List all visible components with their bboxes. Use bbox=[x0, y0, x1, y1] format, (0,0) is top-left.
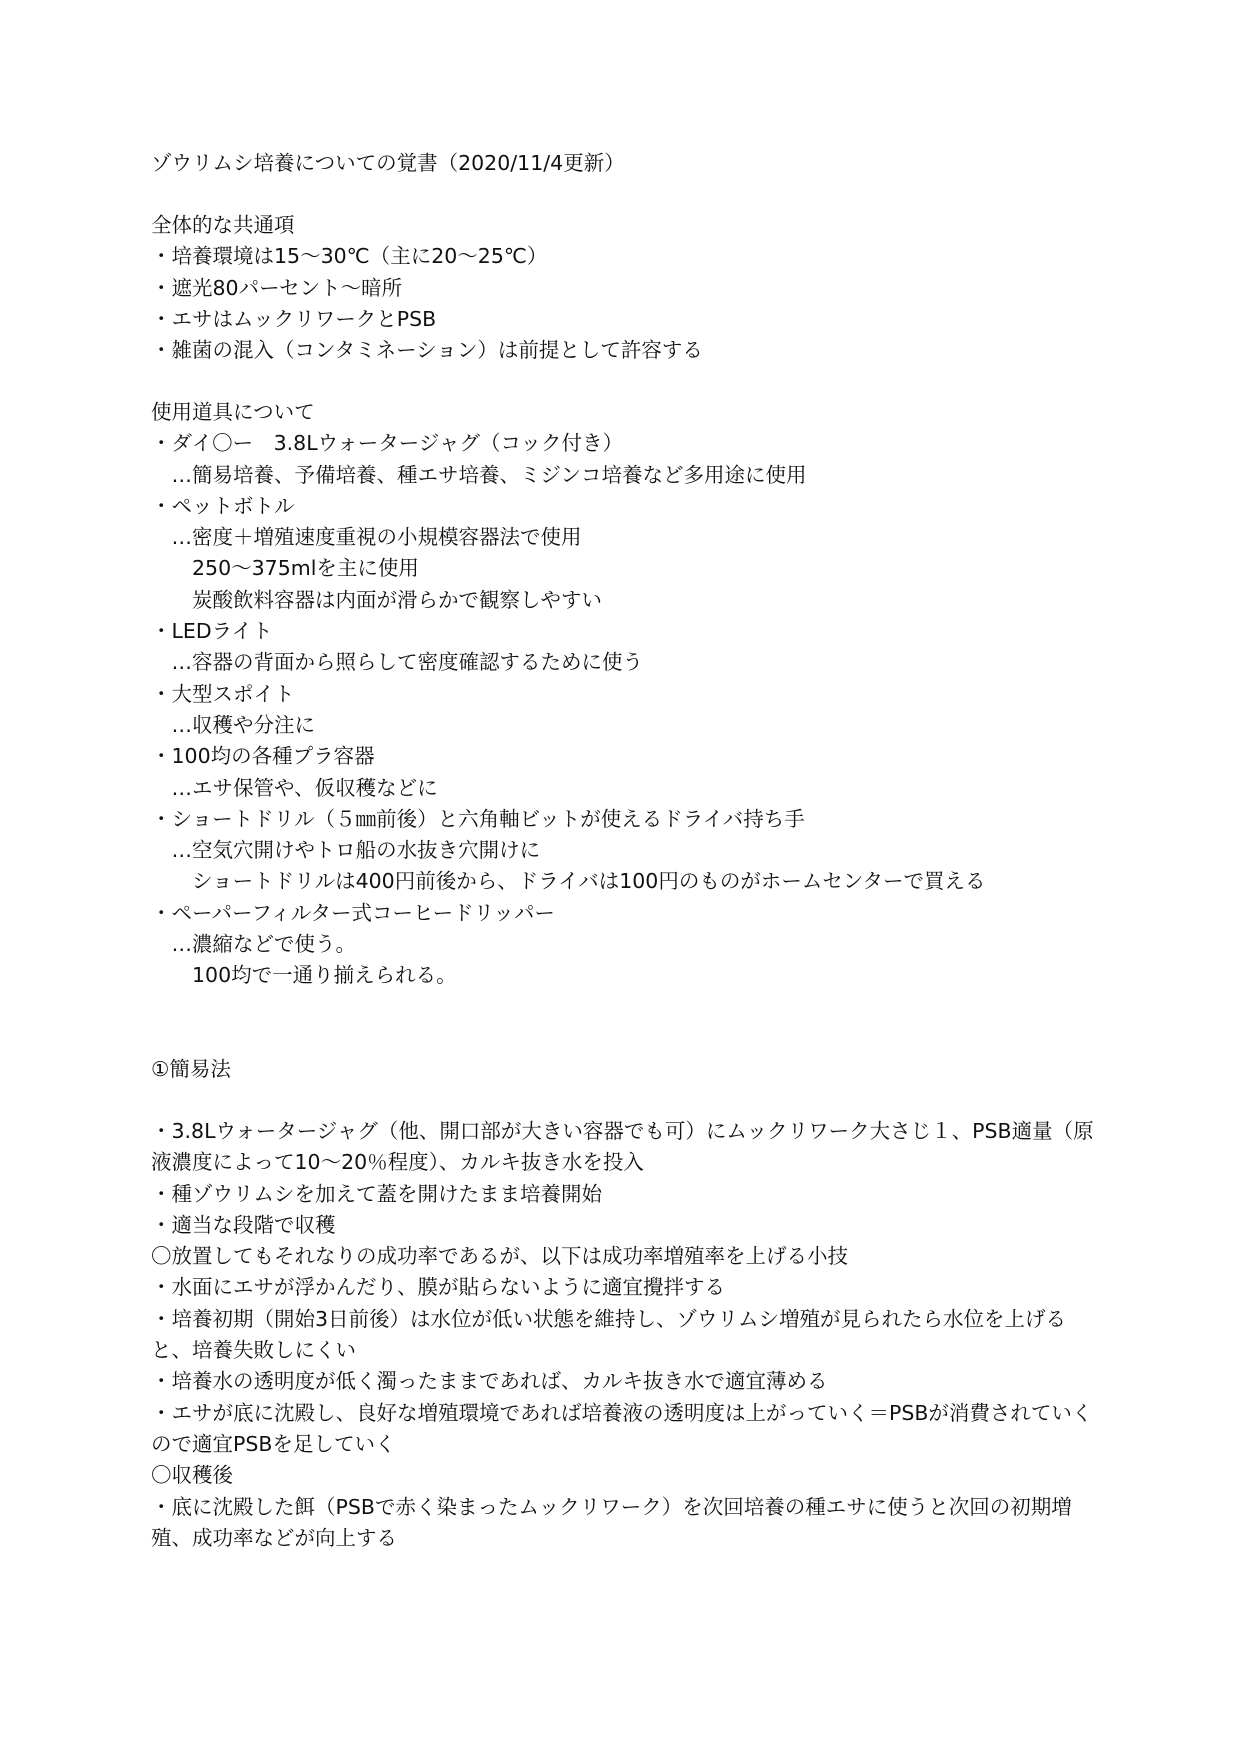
tools-section bbox=[151, 397, 1101, 992]
method1-line: ・水面にエサが浮かんだり、膜が貼らないように適宜攪拌する bbox=[151, 1275, 725, 1300]
method1-line: ・エサが底に沈殿し、良好な増殖環境であれば培養液の透明度は上がっていく＝PSBが消費されていくので適宜PSBを足していく bbox=[151, 1400, 1093, 1456]
tools-line: …空気穴開けやトロ船の水抜き穴開けに bbox=[151, 838, 541, 863]
document-title: ゾウリムシ培養についての覚書（2020/11/4更新） bbox=[151, 151, 625, 175]
tools-line: …簡易培養、予備培養、種エサ培養、ミジンコ培養など多用途に使用 bbox=[151, 462, 807, 487]
method1-line: ・培養初期（開始3日前後）は水位が低い状態を維持し、ゾウリムシ増殖が見られたら水位を上げると、培養失敗しにくい bbox=[151, 1306, 1067, 1363]
tools-line: ・ペットボトル bbox=[151, 493, 295, 518]
tools-line: 炭酸飲料容器は内面が滑らかで観察しやすい bbox=[151, 587, 602, 612]
method1-line: ・3.8Lウォータージャグ（他、開口部が大きい容器でも可）にムックリワーク大さじ１、PSB適量（原液濃度によって10～20％程度）、カルキ抜き水を投入 bbox=[151, 1119, 1094, 1175]
tools-line: …収穫や分注に bbox=[151, 712, 315, 737]
tools-line: ショートドリルは400円前後から、ドライバは100円のものがホームセンターで買える bbox=[151, 869, 986, 894]
method1-heading-block bbox=[151, 1054, 1101, 1085]
tools-heading: 使用道具について bbox=[151, 400, 315, 424]
method1-line: 〇放置してもそれなりの成功率であるが、以下は成功率増殖率を上げる小技 bbox=[151, 1244, 848, 1269]
method1-line: ・底に沈殿した餌（PSBで赤く染まったムックリワーク）を次回培養の種エサに使うと次回の初期増殖、成功率などが向上する bbox=[151, 1494, 1072, 1550]
method1-heading: ①簡易法 bbox=[151, 1057, 231, 1081]
common-line: ・雑菌の混入（コンタミネーション）は前提として許容する bbox=[151, 338, 703, 363]
tools-line: 100均で一通り揃えられる。 bbox=[151, 963, 457, 988]
tools-line: …密度＋増殖速度重視の小規模容器法で使用 bbox=[151, 525, 582, 550]
common-section bbox=[151, 210, 1101, 366]
common-line: ・培養環境は15～30℃（主に20～25℃） bbox=[151, 244, 548, 269]
method1-line: ・培養水の透明度が低く濁ったままであれば、カルキ抜き水で適宜薄める bbox=[151, 1369, 828, 1394]
method1-line: 〇収穫後 bbox=[151, 1463, 233, 1488]
tools-line: …容器の背面から照らして密度確認するために使う bbox=[151, 650, 643, 675]
tools-line: ・大型スポイト bbox=[151, 681, 295, 706]
method1-section bbox=[151, 1116, 1101, 1554]
tools-line: ・ショートドリル（５㎜前後）と六角軸ビットが使えるドライバ持ち手 bbox=[151, 806, 805, 831]
tools-line: ・ダイ〇ー 3.8Lウォータージャグ（コック付き） bbox=[151, 431, 624, 456]
method1-line: ・種ゾウリムシを加えて蓋を開けたまま培養開始 bbox=[151, 1181, 602, 1206]
tools-line: ・LEDライト bbox=[151, 619, 273, 644]
tools-line: ・ペーパーフィルター式コーヒードリッパー bbox=[151, 900, 555, 925]
tools-line: …エサ保管や、仮収穫などに bbox=[151, 775, 438, 800]
tools-line: …濃縮などで使う。 bbox=[151, 932, 356, 957]
common-heading: 全体的な共通項 bbox=[151, 213, 295, 237]
tools-line: 250～375mlを主に使用 bbox=[151, 556, 419, 581]
document-title-block bbox=[151, 148, 1101, 179]
common-line: ・エサはムックリワークとPSB bbox=[151, 306, 437, 331]
common-line: ・遮光80パーセント～暗所 bbox=[151, 275, 403, 300]
tools-line: ・100均の各種プラ容器 bbox=[151, 744, 375, 769]
method1-line: ・適当な段階で収穫 bbox=[151, 1212, 336, 1237]
